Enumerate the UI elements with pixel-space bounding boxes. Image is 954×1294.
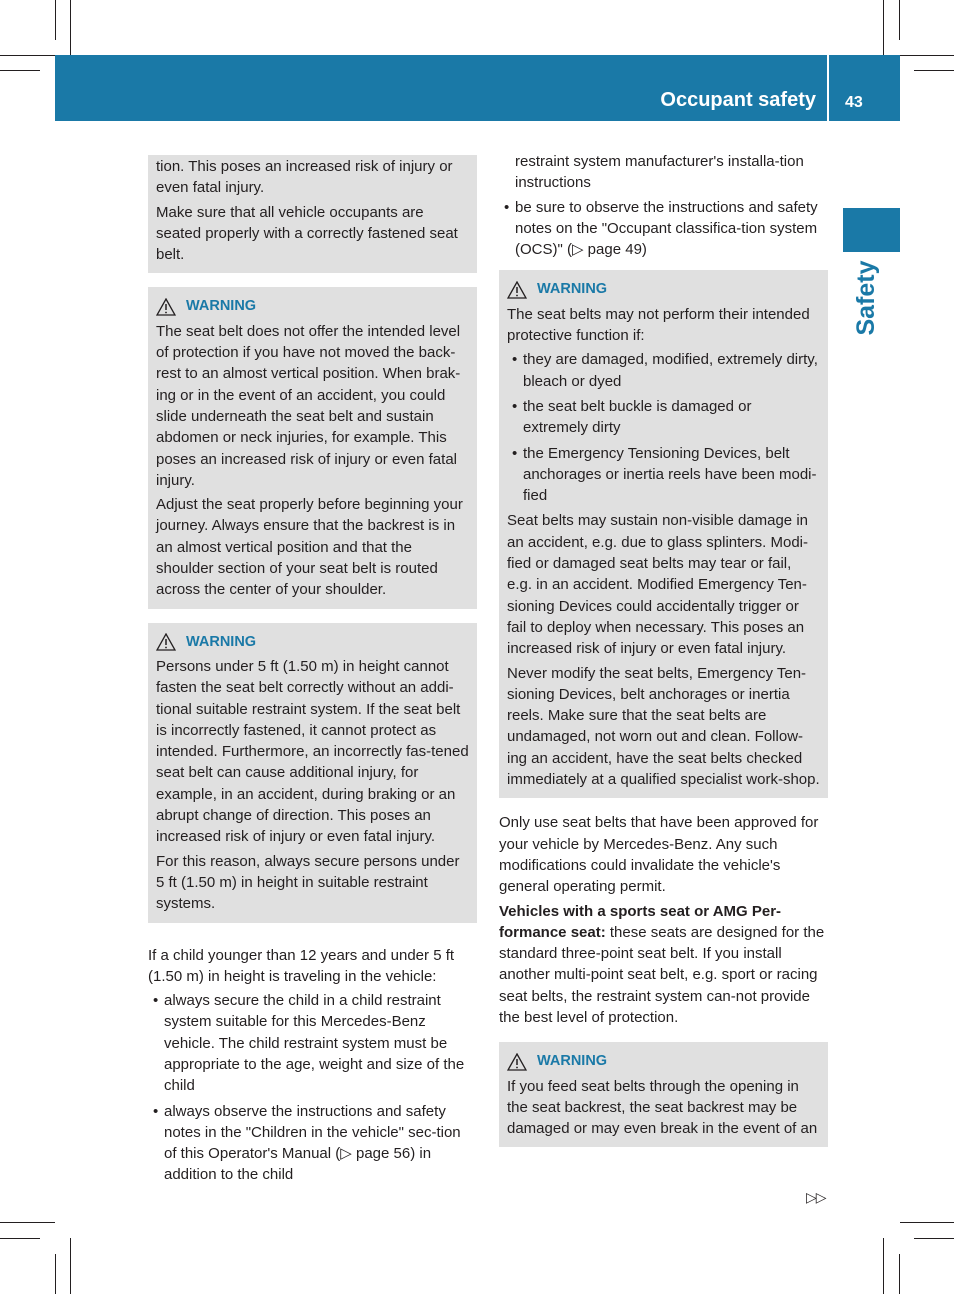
warning-paragraph: Seat belts may sustain non-visible damage in an accident, e.g. due to glass splinters. Modi-fied or damaged seat belts may tear or fail, e.g. in an accident. Modified Emergency Ten-sioning Devices could accidentally trigger or fail to deploy when necessary. This poses an increased risk of injury or even fatal injury. <box>507 512 808 658</box>
warning-box <box>148 623 477 923</box>
body-text: these seats are designed for the standard three-point seat belt. If you install another multi-point seat belt, e.g. sport or racing seat belts, the restraint system can-not provide the best level of protection. <box>499 923 825 1026</box>
crop-mark <box>883 0 884 55</box>
right-column <box>499 151 828 1161</box>
warning-paragraph: The seat belt does not offer the intended level of protection if you have not moved the back-rest to an almost vertical position. When brak-ing or in the event of an accident, you could slide underneath the seat belt and sustain abdomen or neck injuries, for example. This poses an increased risk of injury or even fatal injury. <box>156 322 461 489</box>
chapter-label: Safety <box>852 260 880 336</box>
warning-paragraph: Adjust the seat properly before beginning your journey. Always ensure that the backrest is in an almost vertical position and that the shoulder section of your seat belt is routed across the center of your shoulder. <box>156 496 463 599</box>
crop-mark <box>900 1222 954 1223</box>
continuation-marker: ▷▷ <box>806 1189 826 1205</box>
warning-label: WARNING <box>186 298 257 315</box>
crop-mark <box>900 55 954 56</box>
warning-paragraph: Persons under 5 ft (1.50 m) in height cannot fasten the seat belt correctly without an addi-tional suitable restraint system. If the seat belt is incorrectly fastened, it cannot protect as intended. Furthermore, an incorrectly fas-tened seat belt can cause additional injury, for example, in an accident, during braking or an abrupt change of direction. This poses an increased risk of injury or even fatal injury. <box>156 657 469 846</box>
warning-heading <box>156 296 469 317</box>
section-title: Occupant safety <box>660 89 816 111</box>
bold-lead: Vehicles with a sports seat or AMG Per-formance seat: <box>499 902 782 941</box>
crop-mark <box>883 1238 884 1294</box>
crop-mark <box>0 1238 40 1239</box>
list-item: • always secure the child in a child restraint system suitable for this Mercedes-Benz vehicle. The child restraint system must be appropriate to the age, weight and size of the child <box>148 990 477 1096</box>
crop-mark <box>70 1238 71 1294</box>
warning-bullet-list <box>507 349 820 506</box>
warning-paragraph: If you feed seat belts through the opening in the seat backrest, the seat backrest may be damaged or may even break in the event of an <box>507 1077 818 1138</box>
list-item: • the seat belt buckle is damaged or extremely dirty <box>507 396 820 439</box>
crop-mark <box>55 1254 56 1294</box>
warning-paragraph: For this reason, always secure persons under 5 ft (1.50 m) in height in suitable restraint systems. <box>156 852 460 913</box>
header-divider <box>827 55 829 121</box>
warning-heading <box>507 1051 820 1072</box>
list-item: • be sure to observe the instructions and safety notes on the "Occupant classifica-tion system (OCS)" (▷ page 49) <box>499 197 828 261</box>
warning-box <box>499 1042 828 1147</box>
crop-mark <box>914 1238 954 1239</box>
body-paragraph: If a child younger than 12 years and under 5 ft (1.50 m) in height is traveling in the vehicle: <box>148 946 455 985</box>
note-paragraph: Make sure that all vehicle occupants are seated properly with a correctly fastened seat belt. <box>156 203 458 264</box>
warning-triangle-icon <box>156 633 176 651</box>
left-column <box>148 155 477 1190</box>
warning-triangle-icon <box>507 1053 527 1071</box>
bullet-list <box>148 990 477 1186</box>
warning-triangle-icon <box>507 281 527 299</box>
crop-mark <box>70 0 71 55</box>
note-paragraph: tion. This poses an increased risk of injury or even fatal injury. <box>156 158 453 197</box>
crop-mark <box>0 1222 55 1223</box>
note-box-continued <box>148 155 477 273</box>
page-number: 43 <box>845 94 863 111</box>
list-item: • always observe the instructions and safety notes in the "Children in the vehicle" sec-tion of this Operator's Manual (▷ page 56) in addition to the child <box>148 1101 477 1186</box>
crop-mark <box>55 0 56 40</box>
crop-mark <box>899 1254 900 1294</box>
body-paragraph: Only use seat belts that have been approved for your vehicle by Mercedes-Benz. Any such modifications could invalidate the vehicle's general operating permit. <box>499 814 819 896</box>
warning-label: WARNING <box>537 1053 608 1070</box>
crop-mark <box>0 70 40 71</box>
warning-heading <box>507 279 820 300</box>
bullet-list <box>499 197 828 261</box>
list-item-continuation: restraint system manufacturer's installa-tion instructions <box>515 153 804 192</box>
warning-label: WARNING <box>186 633 257 650</box>
warning-triangle-icon <box>156 298 176 316</box>
list-item: • they are damaged, modified, extremely dirty, bleach or dyed <box>507 349 820 392</box>
warning-heading <box>156 632 469 653</box>
warning-box <box>148 287 477 608</box>
list-item: • the Emergency Tensioning Devices, belt anchorages or inertia reels have been modi-fied <box>507 443 820 507</box>
crop-mark <box>914 70 954 71</box>
warning-label: WARNING <box>537 281 608 298</box>
body-paragraph <box>499 901 828 1029</box>
crop-mark <box>899 0 900 40</box>
warning-paragraph: Never modify the seat belts, Emergency Ten-sioning Devices, belt anchorages or inertia reels. Make sure that the seat belts are undamaged, not worn out and clean. Follow-ing an accident, have the seat belts checked immediately at a qualified specialist work-shop. <box>507 664 820 789</box>
warning-paragraph: The seat belts may not perform their intended protective function if: <box>507 305 810 345</box>
header-bar <box>55 55 900 121</box>
warning-box <box>499 270 828 798</box>
crop-mark <box>0 55 55 56</box>
